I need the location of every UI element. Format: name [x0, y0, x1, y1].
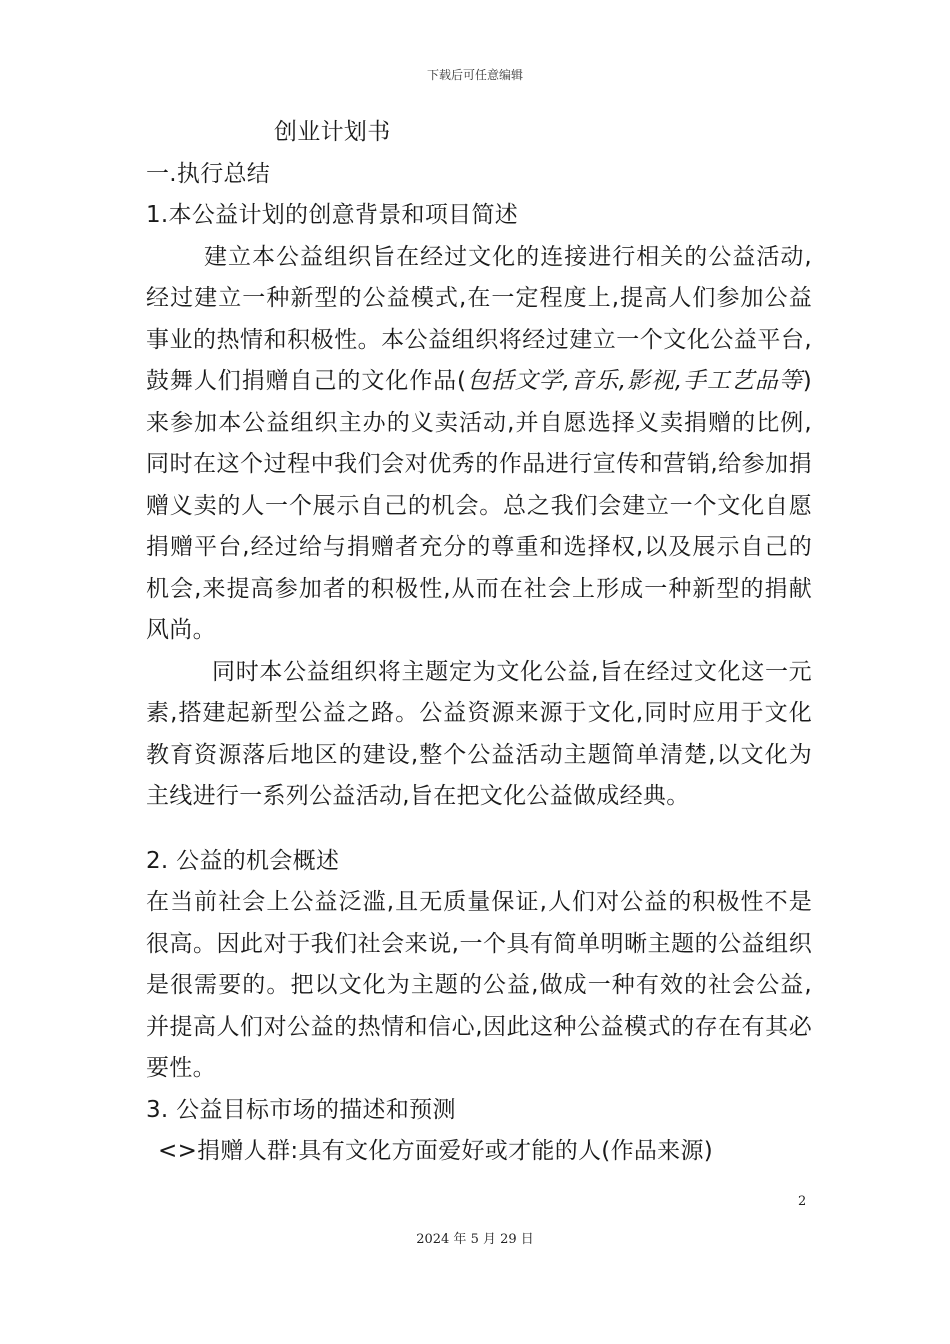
subsection-heading-opportunity: 2. 公益的机会概述	[146, 847, 340, 874]
list-item-donors: <>捐赠人群:具有文化方面爱好或才能的人(作品来源)	[158, 1138, 714, 1164]
paragraph-spacer	[146, 818, 812, 841]
page-number: 2	[798, 1194, 807, 1209]
paragraph-opportunity: 在当前社会上公益泛滥,且无质量保证,人们对公益的积极性不是很高。因此对于我们社会来说,一个具有简单明晰主题的公益组织是很需要的。把以文化为主题的公益,做成一种有效的社会公益,并提高人们对公益的热情和信心,因此这种公益模式的存在有其必要性。	[146, 889, 812, 1081]
italic-examples: 包括文学,音乐,影视,手工艺品等	[466, 368, 803, 394]
paragraph-text: )来参加本公益组织主办的义卖活动,并自愿选择义卖捐赠的比例,同时在这个过程中我们会对优秀的作品进行宣传和营销,给参加捐赠义卖的人一个展示自己的机会。总之我们会建立一个文化自愿捐赠平台,经过给与捐赠者充分的尊重和选择权,以及展示自己的机会,来提高参加者的积极性,从而在社会上形成一种新型的捐献风尚。	[146, 368, 812, 643]
subsection-heading-background: 1.本公益计划的创意背景和项目简述	[146, 202, 519, 228]
page-footer-date: 2024 年 5 月 29 日	[416, 1232, 534, 1247]
paragraph-theme: 同时本公益组织将主题定为文化公益,旨在经过文化这一元素,搭建起新型公益之路。公益资源来源于文化,同时应用于文化教育资源落后地区的建设,整个公益活动主题简单清楚,以文化为主线进行一系列公益活动,旨在把文化公益做成经典。	[146, 658, 812, 809]
paragraph-background	[146, 237, 812, 652]
page-header: 下载后可任意编辑	[426, 68, 523, 82]
document-body	[146, 112, 812, 1173]
subsection-heading-target-market: 3. 公益目标市场的描述和预测	[146, 1096, 456, 1123]
document-title: 创业计划书	[274, 119, 391, 145]
section-heading-executive-summary: 一.执行总结	[146, 160, 271, 187]
paragraph-text: 建立本公益组织旨在经过文化的连接进行相关的公益活动,经过建立一种新型的公益模式,在一定程度上,提高人们参加公益事业的热情和积极性。本公益组织将经过建立一个文化公益平台,鼓舞人们捐赠自己的文化作品(	[146, 243, 812, 394]
